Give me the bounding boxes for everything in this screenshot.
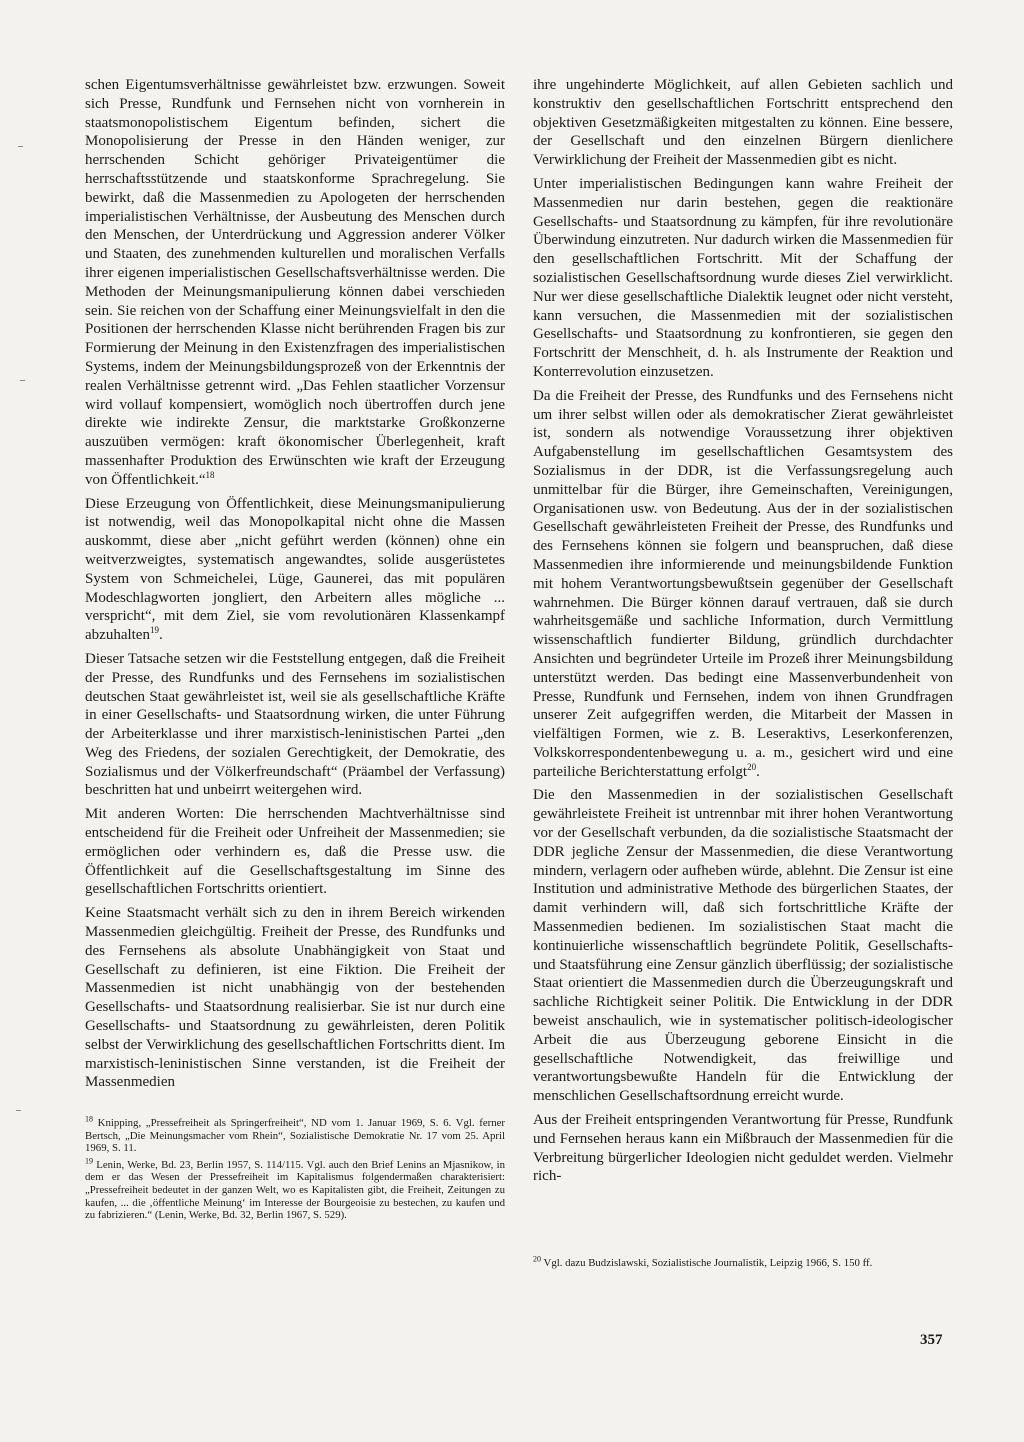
paragraph: Dieser Tatsache setzen wir die Feststellung entgegen, daß die Freiheit der Presse, des Rundfunks und des Fernsehens im sozialistischen deutschen Staat gewährleistet ist, weil sie als gesellschaftliche Kräfte in einer Gesellschafts- und Staatsordnung wirken, die unter Führung der Arbeiterklasse und ihrer marxistisch-leninistischen Partei „den Weg des Friedens, der sozialen Gerechtigkeit, der Demokratie, des Sozialismus und der Völkerfreundschaft“ (Präambel der Verfassung) beschritten hat und unbeirrt weitergehen wird. xyxy=(85,650,505,799)
footnotes-right xyxy=(533,1254,953,1274)
footnote xyxy=(85,1114,505,1155)
footnote xyxy=(85,1156,505,1222)
footnote-ref: 19 xyxy=(149,625,159,636)
footnote-ref: 20 xyxy=(747,761,757,772)
margin-mark xyxy=(16,1110,21,1111)
paragraph: Aus der Freiheit entspringenden Verantwortung für Presse, Rundfunk und Fernsehen heraus kann ein Mißbrauch der Massenmedien für die Verbreitung bürgerlicher Ideologien nicht geduldet werden. Vielmehr rich- xyxy=(533,1112,953,1185)
footnote-number: 18 xyxy=(85,1114,93,1124)
paragraph-text: schen Eigentumsverhältnisse gewährleistet bzw. erzwungen. Soweit sich Presse, Rundfunk und Fernsehen nicht von vornherein in staatsmonopolistischem Eigentum befinden, sichert die Monopolisierung der Presse in den Händen weniger, zur herrschenden Schicht gehöriger Privateigentümer die herrschaftsstützende und staatskonforme Sprachregelung. Sie bewirkt, daß die Massenmedien zu Apologeten der herrschenden imperialistischen Verhältnisse, der Ausbeutung des Menschen durch den Menschen, der Unterdrückung und Aggression anderer Völker und Staaten, des zunehmenden kulturellen und moralischen Verfalls ihrer eigenen imperialistischen Gesellschaftsverhältnisse werden. Die Methoden der Meinungsmanipulierung können dabei verschieden sein. Sie reichen von der Schaffung einer Meinungsvielfalt in den die Positionen der herrschenden Klasse nicht berührenden Fragen bis zur Formierung der Meinung in den Existenzfragen des imperialistischen Systems, indem der Meinungsbildungsprozeß von der Erkenntnis der realen Verhältnisse getrennt wird. „Das Fehlen staatlicher Vorzensur wird vollauf kompensiert, womöglich noch übertroffen durch jene direkte wie indirekte Zensur, die marktstarke Großkonzerne auszuüben vermögen: kraft ökonomischer Überlegenheit, kraft massenhafter Produktion des Erwünschten wie kraft der Erzeugung von Öffentlichkeit.“ xyxy=(85,77,505,488)
paragraph-text: Diese Erzeugung von Öffentlichkeit, diese Meinungsmanipulierung ist notwendig, weil das Monopolkapital nicht ohne die Massen auskommt, diese aber „nicht geführt werden (können) ohne ein weitverzweigtes, systematisch angewandtes, solide ausgerüstetes System von Schmeichelei, Lüge, Gaunerei, das mit populären Modeschlagworten jongliert, den Arbeitern alles mögliche ... verspricht“, mit dem Ziel, sie vom revolutionären Klassenkampf abzuhalten xyxy=(85,495,505,644)
paragraph xyxy=(85,76,505,490)
footnote xyxy=(533,1254,953,1270)
paragraph-text: Da die Freiheit der Presse, des Rundfunks und des Fernsehens nicht um ihrer selbst willen oder als demokratischer Zierat gewährleistet ist, sondern als notwendige Voraussetzung ihrer objektiven Aufgabenstellung im gesellschaftlichen Gesamtsystem des Sozialismus in der DDR, ist die Verfassungsregelung auch unmittelbar für die Bürger, ihre Gemeinschaften, Vereinigungen, Organisationen usw. von Bedeutung. Aus der in der sozialistischen Gesellschaft gewährleisteten Freiheit der Presse, des Rundfunks und des Fernsehens können sie folgern und beanspruchen, daß diese Massenmedien ihre informierende und meinungsbildende Funktion mit hohem Verantwortungsbewußtsein gegenüber der Gesellschaft wahrnehmen. Die Bürger können darauf vertrauen, daß sie durch wahrheitsgemäße und sachliche Information, durch Vermittlung wissenschaftlich fundierter Bildung, gründlich durchdachter Ansichten und begründeter Urteile im Prozeß ihrer Meinungsbildung unterstützt werden. Das bedingt eine Massenverbundenheit von Presse, Rundfunk und Fernsehen, indem von ihnen Grundfragen unserer Zeit aufgegriffen werden, die Mitarbeit der Massen in vielfältigen Formen, wie z. B. Leseraktivs, Leserkonferenzen, Volkskorrespondentenbewegung u. a. m., gesichert wird und eine parteiliche Berichterstattung erfolgt xyxy=(533,387,953,780)
footnote-number: 19 xyxy=(85,1156,93,1166)
footnote-text: Lenin, Werke, Bd. 23, Berlin 1957, S. 114/115. Vgl. auch den Brief Lenins an Mjasnikow, in dem er das Wesen der Pressefreiheit im Kapitalismus folgendermaßen charakterisiert: „Pressefreiheit bedeutet in der ganzen Welt, wo es Kapitalisten gibt, die Freiheit, Zeitungen zu kaufen, ... die ‚öffentliche Meinung‘ im Interesse der Bourgeoisie zu bestechen, zu kaufen und zu fabrizieren.“ (Lenin, Werke, Bd. 32, Berlin 1967, S. 529). xyxy=(85,1158,505,1222)
page-number: 357 xyxy=(920,1332,943,1348)
paragraph: Diese Erzeugung von Öffentlichkeit, diese Meinungsmanipulierung ist notwendig, weil das Monopolkapital nicht ohne die Massen auskommt, diese aber „nicht geführt werden (können) ohne ein weitverzweigtes, systematisch angewandtes, solide ausgerüstetes System von Schmeichelei, Lüge, Gaunerei, das mit populären Modeschlagworten jongliert, den Arbeitern alles mögliche ... verspricht“, mit dem Ziel, sie vom revolutionären Klassenkampf abzuhalten$^{19}$. xyxy=(85,495,505,644)
paragraph: Unter imperialistischen Bedingungen kann wahre Freiheit der Massenmedien nur darin bestehen, gegen die reaktionäre Gesellschafts- und Staatsordnung zu kämpfen, für ihre revolutionäre Überwindung einzutreten. Nur dadurch wirken die Massenmedien für den gesellschaftlichen Fortschritt. Mit der Schaffung der sozialistischen Gesellschaftsordnung wurde dieses Ziel verwirklicht. Nur wer diese gesellschaftliche Dialektik leugnet oder nicht versteht, kann versuchen, die Massenmedien mit der sozialistischen Gesellschafts- und Staatsordnung zu konfrontieren, sie gegen den Fortschritt der Menschheit, d. h. als Instrumente der Reaktion und Konterrevolution einzusetzen. xyxy=(533,175,953,380)
left-text-column xyxy=(85,76,505,1097)
paragraph: Da die Freiheit der Presse, des Rundfunks und des Fernsehens nicht um ihrer selbst willen oder als demokratischer Zierat gewährleistet ist, sondern als notwendige Voraussetzung ihrer objektiven Aufgabenstellung im gesellschaftlichen Gesamtsystem des Sozialismus in der DDR, ist die Verfassungsregelung auch unmittelbar für die Bürger, ihre Gemeinschaften, Vereinigungen, Organisationen usw. von Bedeutung. Aus der in der sozialistischen Gesellschaft gewährleisteten Freiheit der Presse, des Rundfunks und des Fernsehens können sie folgern und beanspruchen, daß diese Massenmedien ihre informierende und meinungsbildende Funktion mit hohem Verantwortungsbewußtsein gegenüber der Gesellschaft wahrnehmen. Die Bürger können darauf vertrauen, daß sie durch wahrheitsgemäße und sachliche Information, durch Vermittlung wissenschaftlich fundierter Bildung, gründlich durchdachter Ansichten und begründeter Urteile im Prozeß ihrer Meinungsbildung unterstützt werden. Das bedingt eine Massenverbundenheit von Presse, Rundfunk und Fernsehen, indem von ihnen Grundfragen unserer Zeit aufgegriffen werden, die Mitarbeit der Massen in vielfältigen Formen, wie z. B. Leseraktivs, Leserkonferenzen, Volkskorrespondentenbewegung u. a. m., gesichert wird und eine parteiliche Berichterstattung erfolgt$^{20}$. xyxy=(533,387,953,780)
footnote-ref: 18 xyxy=(205,469,215,480)
paragraph: Mit anderen Worten: Die herrschenden Machtverhältnisse sind entscheidend für die Freiheit oder Unfreiheit der Massenmedien; sie ermöglichen oder verhindern es, daß die Presse usw. die Öffentlichkeit auf die Gesellschaftsgestaltung im Sinne des gesellschaftlichen Fortschritts orientiert. xyxy=(85,806,505,898)
footnotes-left xyxy=(85,1114,505,1226)
margin-mark xyxy=(18,146,23,147)
paragraph: ihre ungehinderte Möglichkeit, auf allen Gebieten sachlich und konstruktiv den gesellschaftlichen Fortschritt entsprechend den objektiven Gesetzmäßigkeiten mitgestalten zu können. Eine bessere, der Gesellschaft und den einzelnen Bürgern dienlichere Verwirklichung der Freiheit der Massenmedien gibt es nicht. xyxy=(533,77,953,169)
footnote-text: Vgl. dazu Budzislawski, Sozialistische Journalistik, Leipzig 1966, S. 150 ff. xyxy=(543,1257,873,1269)
footnote-number: 20 xyxy=(533,1254,541,1264)
paragraph: Keine Staatsmacht verhält sich zu den in ihrem Bereich wirkenden Massenmedien gleichgültig. Freiheit der Presse, des Rundfunks und des Fernsehens als absolute Unabhängigkeit von Staat und Gesellschaft zu definieren, ist eine Fiktion. Die Freiheit der Massenmedien ist nicht unabhängig von der bestehenden Gesellschafts- und Staatsordnung realisierbar. Sie ist nur durch eine Gesellschafts- und Staatsordnung zu gewährleisten, deren Politik selbst der Verwirklichung des gesellschaftlichen Fortschritts dient. Im marxistisch-leninistischen Sinne verstanden, ist die Freiheit der Massenmedien xyxy=(85,905,505,1091)
footnote-text: Knipping, „Pressefreiheit als Springerfreiheit“, ND vom 1. Januar 1969, S. 6. Vgl. ferner Bertsch, „Die Meinungsmacher vom Rhein“, Sozialistische Demokratie Nr. 17 vom 25. April 1969, S. 11. xyxy=(85,1117,505,1155)
right-text-column xyxy=(533,76,953,1191)
paragraph: Die den Massenmedien in der sozialistischen Gesellschaft gewährleistete Freiheit ist untrennbar mit ihrer hohen Verantwortung vor der Gesellschaft verbunden, da die sozialistische Staatsmacht der DDR jegliche Zensur der Massenmedien, die diese Verantwortung mindern, verlagern oder aufheben würde, ablehnt. Die Zensur ist eine Institution und administrative Methode des bürgerlichen Staates, der damit verhindern will, daß sich fortschrittliche Kräfte der Massenmedien bedienen. Im sozialistischen Staat macht die kontinuierliche wissenschaftlich begründete Politik, Gesellschafts- und Staatsführung eine Zensur gänzlich überflüssig; der sozialistische Staat orientiert die Massenmedien durch die Überzeugungskraft und sachliche Richtigkeit seiner Politik. Die Entwicklung in der DDR beweist anschaulich, wie in systematischer politisch-ideologischer Arbeit die aus Überzeugung geborene Einsicht in die gesellschaftliche Notwendigkeit, das freiwillige und verantwortungsbewußte Handeln für die Entwicklung der menschlichen Gesellschaftsordnung erreicht wurde. xyxy=(533,787,953,1105)
margin-mark xyxy=(20,380,25,381)
